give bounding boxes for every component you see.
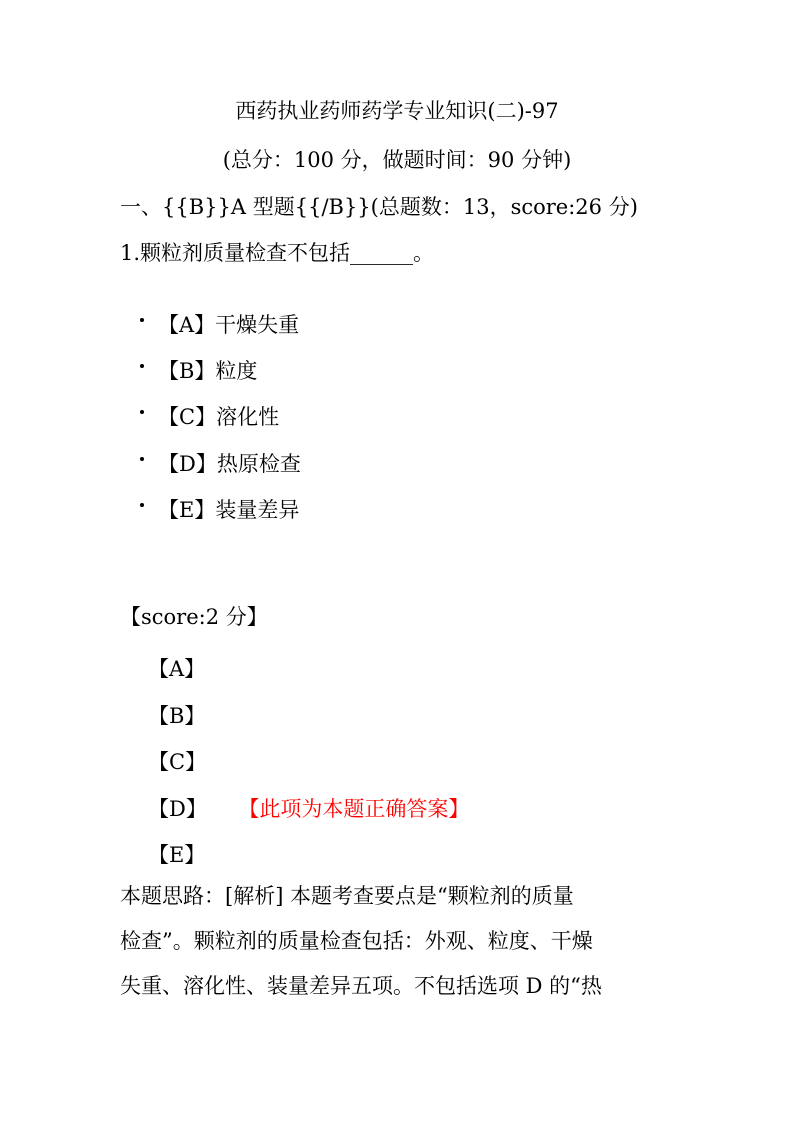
answer-c [148, 746, 206, 776]
bullet-icon [140, 503, 144, 507]
answer-label: 【C】 [148, 750, 207, 774]
option-label: 【B】粒度 [158, 359, 258, 383]
answer-label: 【A】 [148, 657, 206, 681]
explanation-paragraph [120, 874, 680, 1009]
option-label: 【C】溶化性 [158, 405, 280, 429]
option-label: 【D】热原检查 [158, 452, 301, 476]
question-text: 1.颗粒剂质量检查不包括______。 [120, 241, 435, 265]
answer-label: 【D】 [148, 797, 207, 821]
option-label: 【A】干燥失重 [158, 313, 300, 337]
bullet-icon [140, 410, 144, 414]
bullet-icon [140, 364, 144, 368]
page-title: 西药执业药师药学专业知识(二)-97 [235, 99, 559, 123]
answer-e [148, 839, 205, 869]
correct-answer-mark: 【此项为本题正确答案】 [248, 797, 470, 821]
explanation-line: 失重、溶化性、装量差异五项。不包括选项 D 的“热 [120, 974, 602, 998]
option-label: 【E】装量差异 [158, 498, 300, 522]
answer-a [148, 653, 205, 683]
page-subtitle: (总分：100 分，做题时间：90 分钟) [222, 148, 572, 172]
section-heading: 一、{{B}}A 型题{{/B}}(总题数：13，score:26 分) [120, 195, 638, 219]
explanation-line: 本题思路：[解析] 本题考查要点是“颗粒剂的质量 [120, 884, 574, 908]
answer-label: 【E】 [148, 843, 206, 867]
answer-d [148, 793, 469, 823]
score-label: 【score:2 分】 [120, 605, 268, 629]
bullet-icon [140, 318, 144, 322]
answer-label: 【B】 [148, 704, 206, 728]
explanation-line: 检查”。颗粒剂的质量检查包括：外观、粒度、干燥 [120, 929, 593, 953]
answer-b [148, 700, 205, 730]
bullet-icon [140, 457, 144, 461]
